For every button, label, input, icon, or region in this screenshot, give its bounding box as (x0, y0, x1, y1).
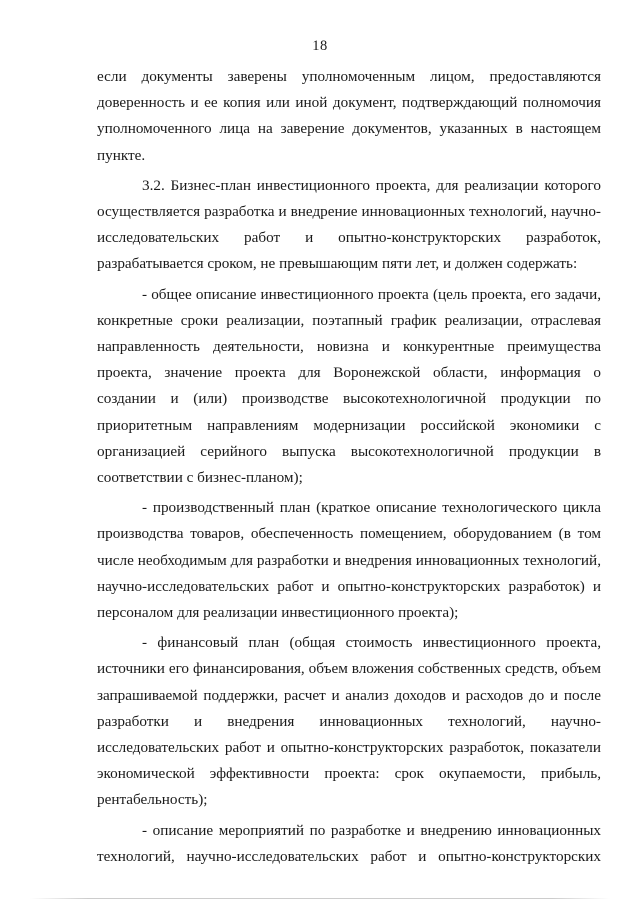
scan-edge-divider (30, 898, 610, 899)
page-number: 18 (312, 38, 328, 54)
paragraph-continuation: если документы заверены уполномоченным лицом, предоставляются доверенность и ее копия или иной документ, подтверждающий полномочия уполномоченного лица на заверение документов, указанных в настоящем пункте. (97, 68, 601, 164)
paragraph-clause-3-2: 3.2. Бизнес-план инвестиционного проекта, для реализации которого осуществляется разработка и внедрение инновационных технологий, научно-исследовательских работ и опытно-конструкторских разработок, разрабатывается сроком, не превышающим пяти лет, и должен содержать: (97, 176, 601, 273)
list-item-production-plan: - производственный план (краткое описание технологического цикла производства товаров, обеспеченность помещением, оборудованием (в том числе необходимым для разработки и внедрения инновационных технологий, научно-исследовательских работ и опытно-конструкторских разработок) и персоналом для реализации инвестиционного проекта); (97, 499, 601, 622)
document-body (97, 64, 601, 870)
list-item-general-description: - общее описание инвестиционного проекта (цель проекта, его задачи, конкретные сроки реализации, поэтапный график реализации, отраслевая направленность деятельности, новизна и конкурентные преимущества проекта, значение проекта для Воронежской области, информация о создании и (или) производстве высокотехнологичной продукции по приоритетным направлениям модернизации российской экономики с организацией серийного выпуска высокотехнологичной продукции в соответствии с бизнес-планом); (97, 285, 601, 487)
list-item-financial-plan: - финансовый план (общая стоимость инвестиционного проекта, источники его финансирования, объем вложения собственных средств, объем запрашиваемой поддержки, расчет и анализ доходов и расходов до и после разработки и внедрения инновационных технологий, научно-исследовательских работ и опытно-конструкторских разработок, показатели экономической эффективности проекта: срок окупаемости, прибыль, рентабельность); (97, 634, 601, 809)
list-item-measures: - описание мероприятий по разработке и внедрению инновационных технологий, научно-исследовательских работ и опытно-конструкторских (97, 821, 601, 865)
